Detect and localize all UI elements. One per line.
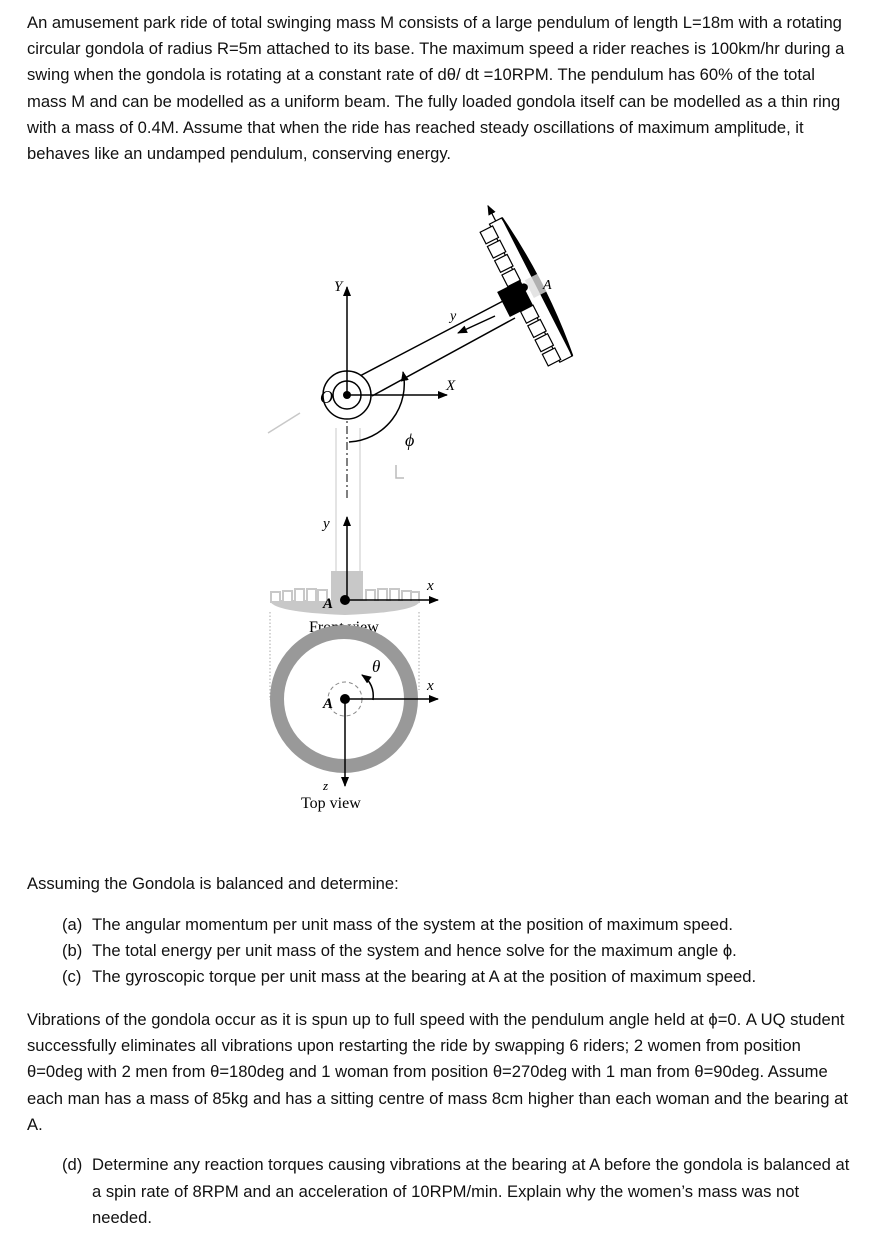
- assume-heading: Assuming the Gondola is balanced and determine:: [27, 874, 399, 893]
- front-A-label: A: [323, 596, 334, 612]
- beam-y-axis-arrow: [458, 316, 495, 333]
- vibration-paragraph: Vibrations of the gondola occur as it is spun up to full speed with the pendulum angle held at ϕ=0. A UQ student successfully eliminates all vibrations upon restarting the ride by swapping 6 riders; 2 women from position θ=0deg with 2 men from θ=180deg and 1 woman from position θ=270deg with 1 man from θ=90deg. Assume each man has a mass of 85kg and has a sitting centre of mass 8cm higher than each woman and the bearing at A.: [27, 1010, 848, 1134]
- L-label: [420, 459, 421, 460]
- question-label: (c): [62, 967, 82, 986]
- pendulum-beam: [356, 300, 515, 396]
- question-text: The angular momentum per unit mass of the system at the position of maximum speed.: [92, 915, 733, 934]
- O-label: O: [320, 387, 333, 407]
- front-bearing-a: [340, 595, 350, 605]
- question-b: [62, 938, 852, 964]
- top-bearing-a: [340, 694, 350, 704]
- top-x-label: x: [427, 678, 434, 694]
- theta-label: θ: [372, 657, 381, 676]
- question-a: [62, 912, 852, 938]
- faint-reference-line: [268, 413, 300, 433]
- length-marker: [396, 465, 404, 478]
- question-label: (a): [62, 915, 83, 934]
- question-text: The gyroscopic torque per unit mass at the bearing at A at the position of maximum speed.: [92, 967, 757, 986]
- beam-y-label: y: [450, 309, 457, 324]
- A-side-label: A: [543, 278, 552, 293]
- problem-statement: An amusement park ride of total swinging mass M consists of a large pendulum of length L=18m with a rotating circular gondola of radius R=5m attached to its base. The maximum speed a rider reaches is 100km/hr during a swing when the gondola is rotating at a constant rate of dθ/ dt =10RPM. The pendulum has 60% of the total mass M and can be modelled as a uniform beam. The fully loaded gondola itself can be modelled as a thin ring with a mass of 0.4M. Assume that when the ride has reached steady oscillations of maximum amplitude, it behaves like an undamped pendulum, conserving energy.: [27, 13, 845, 164]
- gondola-side-view: [460, 200, 577, 373]
- question-d-list: [62, 1152, 852, 1232]
- front-x-label: x: [427, 578, 434, 594]
- question-text: Determine any reaction torques causing vibrations at the bearing at A before the gondola is balanced at a spin rate of 8RPM and an acceleration of 10RPM/min. Explain why the women’s mass was not needed.: [92, 1155, 850, 1227]
- front-y-label: y: [323, 516, 330, 532]
- Y-axis-label: Y: [334, 279, 343, 295]
- question-text: The total energy per unit mass of the system and hence solve for the maximum angle ϕ.: [92, 941, 737, 960]
- top-z-label: z: [323, 778, 329, 793]
- question-c: [62, 964, 852, 990]
- phi-label: ϕ: [405, 430, 415, 450]
- top-view-caption: Top view: [301, 795, 361, 812]
- X-axis-label: X: [446, 378, 456, 394]
- question-label: (b): [62, 941, 83, 960]
- front-view-caption: Front view: [309, 619, 379, 636]
- question-label: (d): [62, 1155, 83, 1174]
- questions-a-to-c: [62, 912, 852, 990]
- question-d: [62, 1152, 852, 1232]
- top-A-label: A: [323, 696, 334, 712]
- pendulum-gondola-figure: [0, 200, 873, 820]
- theta-arc: [362, 675, 373, 700]
